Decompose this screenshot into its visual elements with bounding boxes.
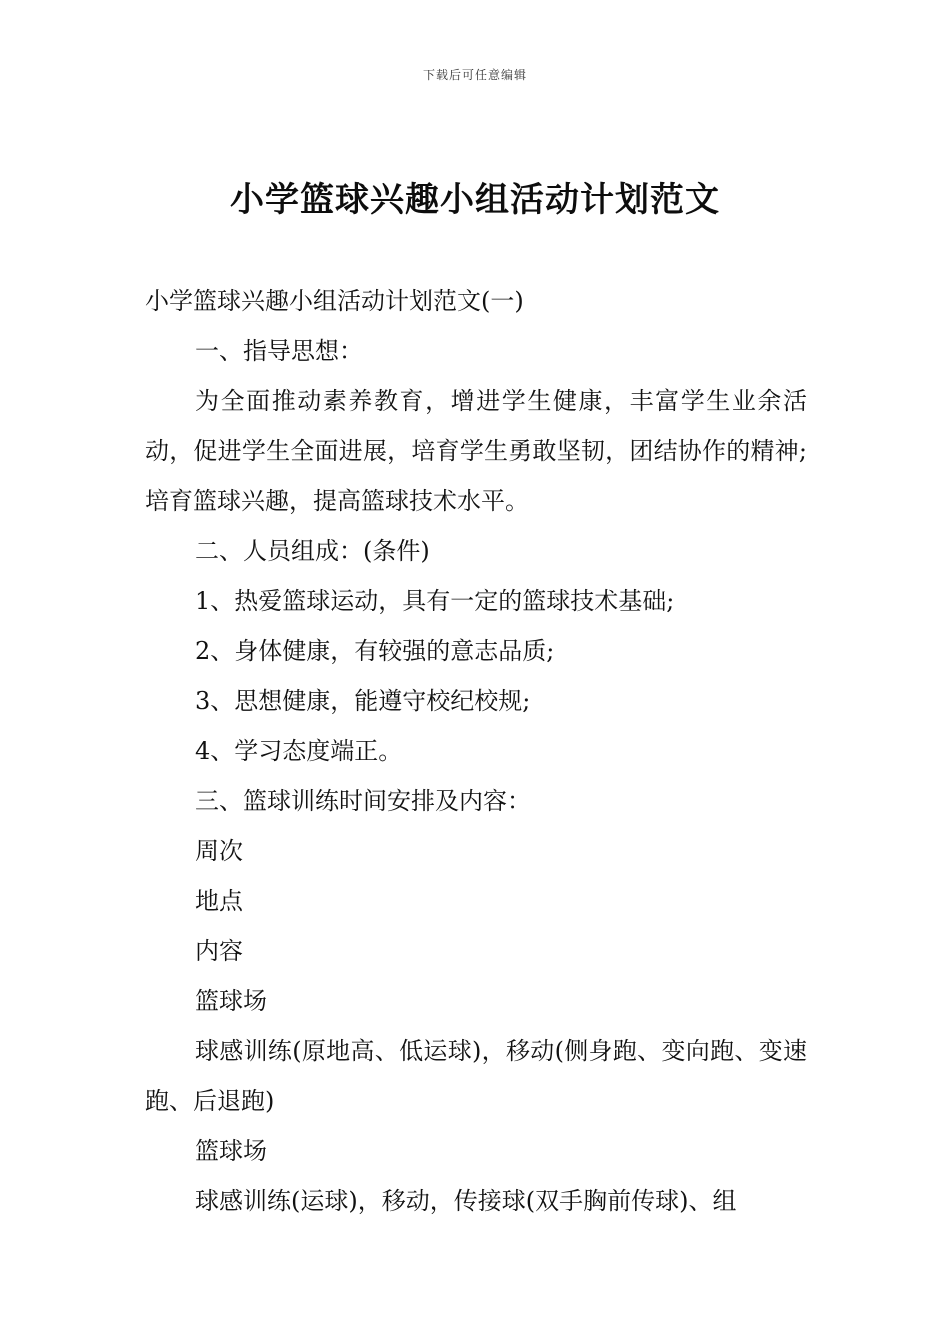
document-title: 小学篮球兴趣小组活动计划范文 bbox=[230, 180, 720, 220]
document-body bbox=[145, 276, 807, 1226]
list-item: 1、热爱篮球运动，具有一定的篮球技术基础; bbox=[195, 587, 675, 615]
list-item: 3、思想健康，能遵守校纪校规; bbox=[195, 687, 531, 715]
heading-members: 二、人员组成：(条件) bbox=[195, 537, 430, 565]
schedule-content: 球感训练(运球)，移动，传接球(双手胸前传球)、组 bbox=[195, 1187, 737, 1215]
schedule-label: 周次 bbox=[195, 837, 243, 865]
schedule-location: 篮球场 bbox=[195, 1137, 267, 1165]
schedule-location: 篮球场 bbox=[195, 987, 267, 1015]
section-heading: 小学篮球兴趣小组活动计划范文(一) bbox=[145, 287, 524, 315]
heading-schedule: 三、篮球训练时间安排及内容： bbox=[195, 787, 531, 815]
header-note: 下载后可任意编辑 bbox=[422, 68, 527, 82]
list-item: 2、身体健康，有较强的意志品质; bbox=[195, 637, 555, 665]
schedule-label: 地点 bbox=[195, 887, 243, 915]
paragraph-guiding-thought: 为全面推动素养教育，增进学生健康，丰富学生业余活动，促进学生全面进展，培育学生勇敢坚韧，团结协作的精神;培育篮球兴趣，提高篮球技术水平。 bbox=[145, 387, 807, 515]
schedule-content: 球感训练(原地高、低运球)，移动(侧身跑、变向跑、变速跑、后退跑) bbox=[145, 1037, 807, 1115]
heading-guiding-thought: 一、指导思想： bbox=[195, 337, 363, 365]
list-item: 4、学习态度端正。 bbox=[195, 737, 403, 765]
schedule-label: 内容 bbox=[195, 937, 243, 965]
